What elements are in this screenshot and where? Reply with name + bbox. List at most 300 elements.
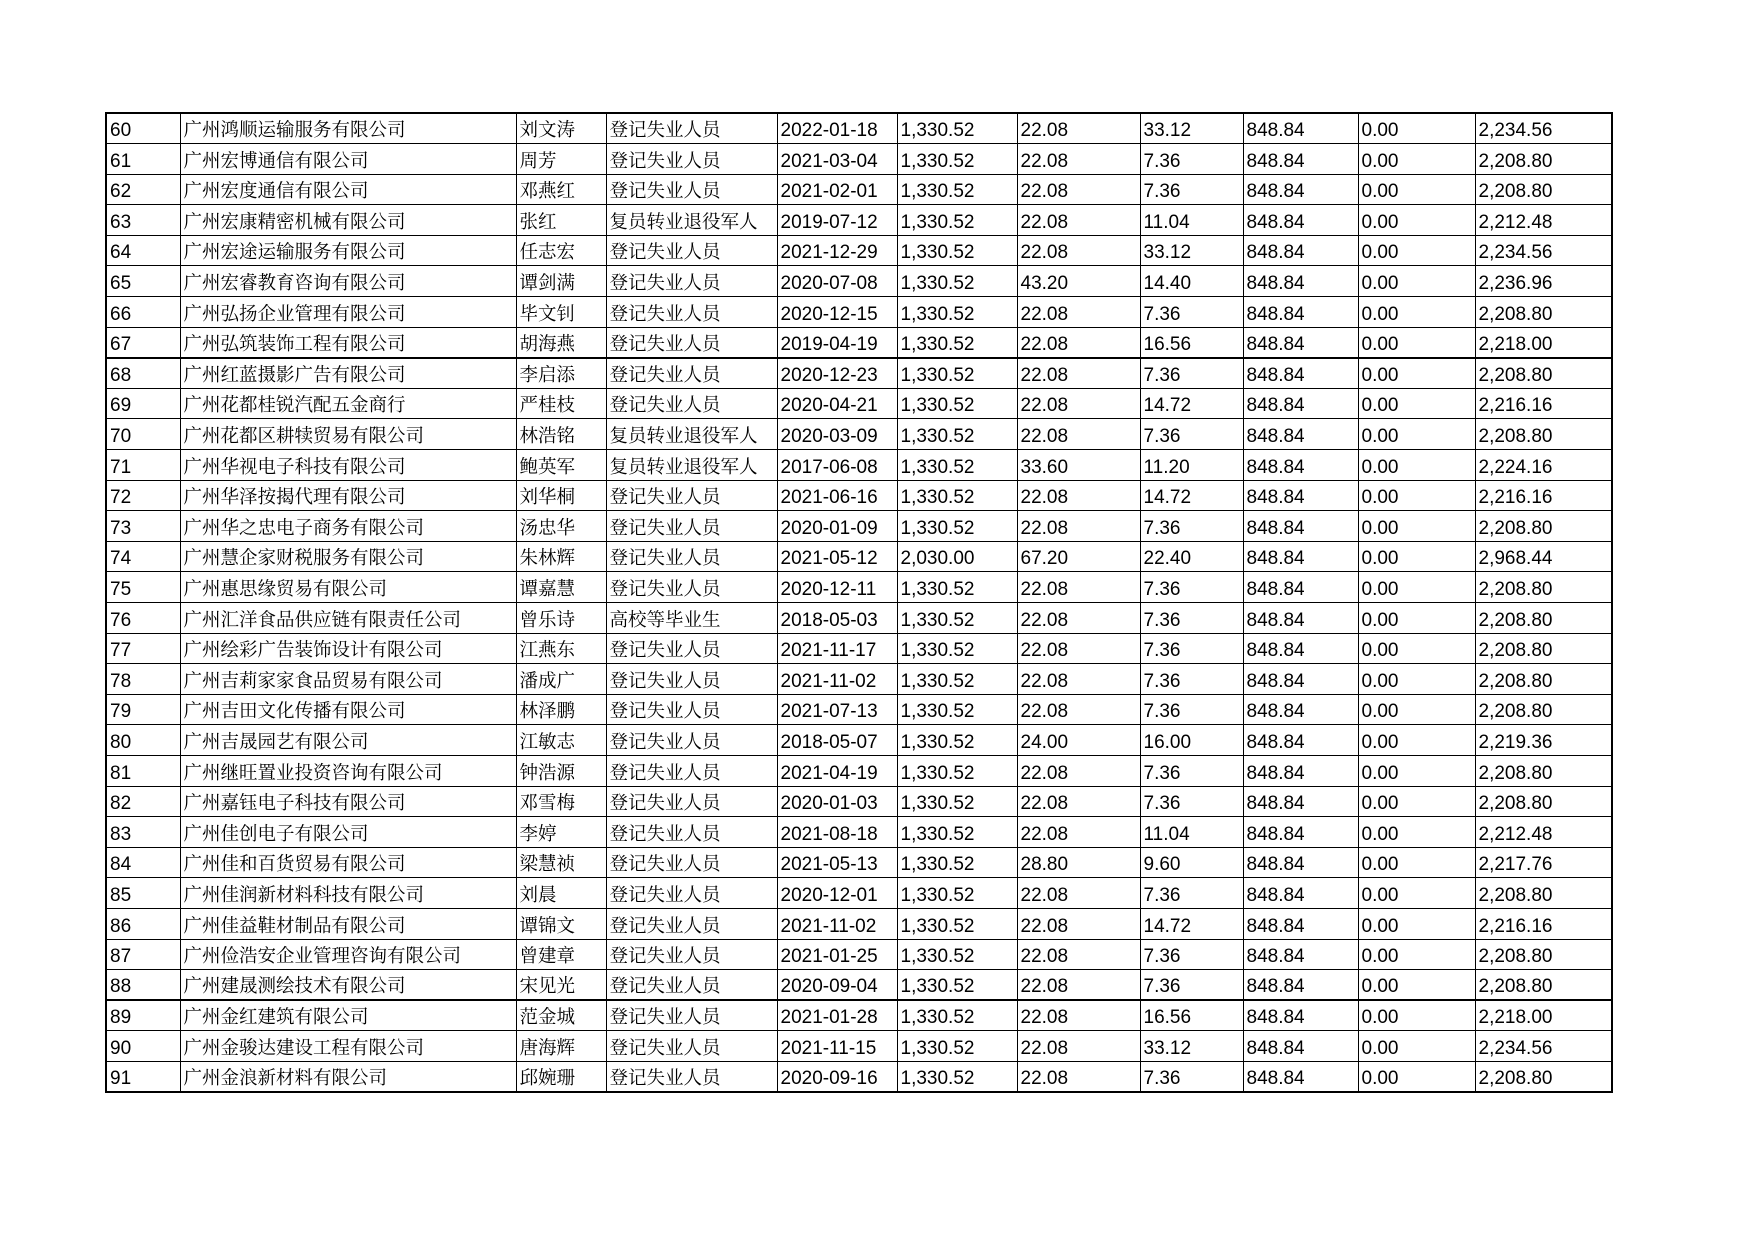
- amount-c-cell: 14.40: [1140, 266, 1243, 297]
- person-name-cell: 唐海辉: [516, 1031, 606, 1062]
- amount-d-cell: 848.84: [1243, 694, 1358, 725]
- amount-d-cell: 848.84: [1243, 664, 1358, 695]
- row-number-cell: 73: [106, 511, 180, 542]
- person-name-cell: 江敏志: [516, 725, 606, 756]
- row-number-cell: 86: [106, 908, 180, 939]
- row-total-cell: 2,208.80: [1475, 633, 1612, 664]
- row-number-cell: 80: [106, 725, 180, 756]
- person-category-cell: 登记失业人员: [606, 1000, 777, 1031]
- table-row: [106, 144, 1612, 175]
- row-number-cell: 67: [106, 327, 180, 358]
- amount-e-cell: 0.00: [1358, 144, 1475, 175]
- table-row: [106, 235, 1612, 266]
- amount-c-cell: 11.20: [1140, 450, 1243, 481]
- amount-a-cell: 1,330.52: [897, 450, 1017, 481]
- row-number-cell: 62: [106, 174, 180, 205]
- start-date-cell: 2021-05-13: [777, 847, 897, 878]
- person-name-cell: 林浩铭: [516, 419, 606, 450]
- row-number-cell: 76: [106, 603, 180, 634]
- company-name-cell: 广州红蓝摄影广告有限公司: [180, 358, 516, 389]
- amount-d-cell: 848.84: [1243, 511, 1358, 542]
- person-name-cell: 谭嘉慧: [516, 572, 606, 603]
- person-category-cell: 登记失业人员: [606, 113, 777, 144]
- start-date-cell: 2019-07-12: [777, 205, 897, 236]
- person-name-cell: 邓燕红: [516, 174, 606, 205]
- company-name-cell: 广州吉晟园艺有限公司: [180, 725, 516, 756]
- row-total-cell: 2,208.80: [1475, 970, 1612, 1001]
- row-number-cell: 60: [106, 113, 180, 144]
- person-category-cell: 登记失业人员: [606, 786, 777, 817]
- amount-e-cell: 0.00: [1358, 878, 1475, 909]
- amount-b-cell: 22.08: [1017, 235, 1140, 266]
- amount-e-cell: 0.00: [1358, 817, 1475, 848]
- row-total-cell: 2,224.16: [1475, 450, 1612, 481]
- amount-c-cell: 7.36: [1140, 939, 1243, 970]
- amount-b-cell: 22.08: [1017, 511, 1140, 542]
- amount-e-cell: 0.00: [1358, 174, 1475, 205]
- amount-d-cell: 848.84: [1243, 297, 1358, 328]
- row-number-cell: 70: [106, 419, 180, 450]
- amount-b-cell: 24.00: [1017, 725, 1140, 756]
- company-name-cell: 广州弘扬企业管理有限公司: [180, 297, 516, 328]
- amount-b-cell: 22.08: [1017, 817, 1140, 848]
- person-category-cell: 登记失业人员: [606, 847, 777, 878]
- row-total-cell: 2,208.80: [1475, 878, 1612, 909]
- table-row: [106, 174, 1612, 205]
- amount-c-cell: 22.40: [1140, 541, 1243, 572]
- person-category-cell: 登记失业人员: [606, 1061, 777, 1092]
- amount-e-cell: 0.00: [1358, 388, 1475, 419]
- row-total-cell: 2,208.80: [1475, 174, 1612, 205]
- start-date-cell: 2021-03-04: [777, 144, 897, 175]
- amount-a-cell: 1,330.52: [897, 174, 1017, 205]
- table-row: [106, 908, 1612, 939]
- start-date-cell: 2021-01-28: [777, 1000, 897, 1031]
- start-date-cell: 2020-03-09: [777, 419, 897, 450]
- person-name-cell: 谭锦文: [516, 908, 606, 939]
- person-name-cell: 邓雪梅: [516, 786, 606, 817]
- person-name-cell: 任志宏: [516, 235, 606, 266]
- start-date-cell: 2021-04-19: [777, 755, 897, 786]
- amount-e-cell: 0.00: [1358, 694, 1475, 725]
- amount-a-cell: 1,330.52: [897, 266, 1017, 297]
- amount-a-cell: 1,330.52: [897, 755, 1017, 786]
- amount-c-cell: 14.72: [1140, 908, 1243, 939]
- row-total-cell: 2,234.56: [1475, 1031, 1612, 1062]
- row-total-cell: 2,216.16: [1475, 908, 1612, 939]
- company-name-cell: 广州佳润新材料科技有限公司: [180, 878, 516, 909]
- amount-a-cell: 1,330.52: [897, 358, 1017, 389]
- row-number-cell: 61: [106, 144, 180, 175]
- amount-b-cell: 22.08: [1017, 327, 1140, 358]
- table-row: [106, 725, 1612, 756]
- row-number-cell: 69: [106, 388, 180, 419]
- row-number-cell: 65: [106, 266, 180, 297]
- company-name-cell: 广州花都桂锐汽配五金商行: [180, 388, 516, 419]
- amount-b-cell: 22.08: [1017, 388, 1140, 419]
- table-row: [106, 664, 1612, 695]
- start-date-cell: 2020-12-23: [777, 358, 897, 389]
- amount-d-cell: 848.84: [1243, 970, 1358, 1001]
- row-number-cell: 77: [106, 633, 180, 664]
- table-row: [106, 297, 1612, 328]
- company-name-cell: 广州金浪新材料有限公司: [180, 1061, 516, 1092]
- amount-e-cell: 0.00: [1358, 297, 1475, 328]
- person-name-cell: 范金城: [516, 1000, 606, 1031]
- amount-d-cell: 848.84: [1243, 541, 1358, 572]
- amount-d-cell: 848.84: [1243, 388, 1358, 419]
- amount-b-cell: 22.08: [1017, 205, 1140, 236]
- row-total-cell: 2,208.80: [1475, 511, 1612, 542]
- amount-e-cell: 0.00: [1358, 541, 1475, 572]
- table-row: [106, 847, 1612, 878]
- amount-b-cell: 22.08: [1017, 664, 1140, 695]
- amount-a-cell: 1,330.52: [897, 939, 1017, 970]
- amount-c-cell: 7.36: [1140, 174, 1243, 205]
- amount-a-cell: 1,330.52: [897, 572, 1017, 603]
- row-total-cell: 2,236.96: [1475, 266, 1612, 297]
- row-number-cell: 74: [106, 541, 180, 572]
- amount-b-cell: 43.20: [1017, 266, 1140, 297]
- amount-c-cell: 16.00: [1140, 725, 1243, 756]
- person-name-cell: 毕文钊: [516, 297, 606, 328]
- amount-a-cell: 1,330.52: [897, 327, 1017, 358]
- person-category-cell: 登记失业人员: [606, 572, 777, 603]
- amount-e-cell: 0.00: [1358, 572, 1475, 603]
- amount-e-cell: 0.00: [1358, 1000, 1475, 1031]
- row-total-cell: 2,208.80: [1478, 1068, 1553, 1089]
- company-name-cell: 广州惠思缘贸易有限公司: [180, 572, 516, 603]
- person-name-cell: 李婷: [516, 817, 606, 848]
- start-date-cell: 2021-06-16: [777, 480, 897, 511]
- start-date-cell: 2022-01-18: [777, 113, 897, 144]
- row-number-cell: 64: [106, 235, 180, 266]
- company-name-cell: 广州花都区耕犊贸易有限公司: [180, 419, 516, 450]
- start-date-cell: 2020-12-01: [777, 878, 897, 909]
- start-date-cell: 2020-12-11: [777, 572, 897, 603]
- amount-e-cell: 0.00: [1358, 266, 1475, 297]
- amount-d-cell: 848.84: [1243, 633, 1358, 664]
- amount-e-cell: 0.00: [1358, 603, 1475, 634]
- person-name-cell: 刘文涛: [516, 113, 606, 144]
- table-row: [106, 541, 1612, 572]
- amount-a-cell: 1,330.52: [897, 1031, 1017, 1062]
- amount-a-cell: 1,330.52: [897, 480, 1017, 511]
- amount-c-cell: 7.36: [1140, 297, 1243, 328]
- amount-e-cell: 0.00: [1358, 480, 1475, 511]
- amount-a-cell: 1,330.52: [897, 388, 1017, 419]
- amount-a-cell: 1,330.52: [897, 664, 1017, 695]
- start-date-cell: 2021-11-15: [777, 1031, 897, 1062]
- amount-d-cell: 848.84: [1243, 847, 1358, 878]
- amount-a-cell: 1,330.52: [897, 694, 1017, 725]
- company-name-cell: 广州华视电子科技有限公司: [180, 450, 516, 481]
- amount-b-cell: 22.08: [1017, 113, 1140, 144]
- company-name-cell: 广州宏度通信有限公司: [180, 174, 516, 205]
- amount-a-cell: 1,330.52: [897, 144, 1017, 175]
- row-total-cell: 2,208.80: [1475, 358, 1612, 389]
- start-date-cell: 2020-04-21: [777, 388, 897, 419]
- start-date-cell: 2020-01-09: [777, 511, 897, 542]
- table-row: [106, 1031, 1612, 1062]
- amount-e-cell: 0.00: [1358, 419, 1475, 450]
- amount-c-cell: 7.36: [1140, 786, 1243, 817]
- person-category-cell: 登记失业人员: [606, 266, 777, 297]
- amount-b-cell: 22.08: [1017, 480, 1140, 511]
- person-name-cell: 刘晨: [516, 878, 606, 909]
- amount-c-cell: 14.72: [1140, 480, 1243, 511]
- amount-a-cell: 1,330.52: [897, 725, 1017, 756]
- amount-b-cell: 22.08: [1017, 603, 1140, 634]
- amount-e-cell: 0.00: [1358, 939, 1475, 970]
- person-name-cell: 李启添: [516, 358, 606, 389]
- person-category-cell: 登记失业人员: [606, 1031, 777, 1062]
- row-number-cell: 63: [106, 205, 180, 236]
- person-category-cell: 登记失业人员: [606, 694, 777, 725]
- table-row: [106, 633, 1612, 664]
- person-name-cell: 曾建章: [516, 939, 606, 970]
- company-name-cell: 广州金红建筑有限公司: [180, 1000, 516, 1031]
- row-total-cell: 2,968.44: [1475, 541, 1612, 572]
- company-name-cell: 广州建晟测绘技术有限公司: [180, 970, 516, 1001]
- amount-d-cell: 848.84: [1243, 1061, 1358, 1092]
- row-total-cell: 2,216.16: [1475, 388, 1612, 419]
- amount-e-cell: 0.00: [1358, 205, 1475, 236]
- row-total-cell: 2,208.80: [1475, 419, 1612, 450]
- table-row: [106, 878, 1612, 909]
- amount-c-cell: 16.56: [1140, 327, 1243, 358]
- row-total-cell: 2,212.48: [1475, 817, 1612, 848]
- row-total-cell: 2,208.80: [1475, 572, 1612, 603]
- company-name-cell: 广州吉田文化传播有限公司: [180, 694, 516, 725]
- amount-a-cell: 1,330.52: [897, 205, 1017, 236]
- table-row: [106, 205, 1612, 236]
- amount-e-cell: 0.00: [1358, 664, 1475, 695]
- amount-c-cell: 7.36: [1140, 633, 1243, 664]
- row-total-cell: 2,234.56: [1475, 113, 1612, 144]
- amount-d-cell: 848.84: [1243, 450, 1358, 481]
- start-date-cell: 2020-07-08: [777, 266, 897, 297]
- amount-e-cell: 0.00: [1358, 1031, 1475, 1062]
- amount-d-cell: 848.84: [1243, 939, 1358, 970]
- row-total-cell: 2,208.80: [1475, 603, 1612, 634]
- amount-d-cell: 848.84: [1243, 725, 1358, 756]
- table-row: [106, 1000, 1612, 1031]
- start-date-cell: 2021-11-02: [777, 664, 897, 695]
- row-total-cell: 2,208.80: [1475, 144, 1612, 175]
- amount-e-cell: 0.00: [1358, 113, 1475, 144]
- person-category-cell: 登记失业人员: [606, 878, 777, 909]
- row-number-cell: 75: [106, 572, 180, 603]
- amount-b-cell: 22.08: [1017, 939, 1140, 970]
- amount-b-cell: 22.08: [1017, 1031, 1140, 1062]
- person-name-cell: 严桂枝: [516, 388, 606, 419]
- row-total-cell: 2,208.80: [1475, 694, 1612, 725]
- row-number-cell: 81: [106, 755, 180, 786]
- amount-c-cell: 7.36: [1140, 603, 1243, 634]
- amount-b-cell: 28.80: [1017, 847, 1140, 878]
- row-number-cell: 72: [106, 480, 180, 511]
- amount-a-cell: 1,330.52: [897, 603, 1017, 634]
- row-total-cell: 2,217.76: [1475, 847, 1612, 878]
- row-total-cell: 2,208.80: [1475, 939, 1612, 970]
- table-row: [106, 113, 1612, 144]
- amount-b-cell: 22.08: [1017, 878, 1140, 909]
- start-date-cell: 2021-02-01: [777, 174, 897, 205]
- start-date-cell: 2020-09-16: [777, 1061, 897, 1092]
- amount-b-cell: 22.08: [1017, 1061, 1140, 1092]
- amount-c-cell: 11.04: [1140, 817, 1243, 848]
- amount-c-cell: 33.12: [1140, 235, 1243, 266]
- amount-b-cell: 22.08: [1017, 144, 1140, 175]
- amount-c-cell: 7.36: [1140, 511, 1243, 542]
- company-name-cell: 广州佳益鞋材制品有限公司: [180, 908, 516, 939]
- amount-d-cell: 848.84: [1243, 572, 1358, 603]
- person-category-cell: 复员转业退役军人: [606, 205, 777, 236]
- amount-a-cell: 1,330.52: [897, 817, 1017, 848]
- table-body: [106, 113, 1612, 1092]
- amount-d-cell: 848.84: [1243, 205, 1358, 236]
- start-date-cell: 2018-05-07: [777, 725, 897, 756]
- table-row: [106, 511, 1612, 542]
- person-category-cell: 登记失业人员: [606, 174, 777, 205]
- table-row: [106, 694, 1612, 725]
- table-row: [106, 419, 1612, 450]
- person-category-cell: 复员转业退役军人: [606, 419, 777, 450]
- amount-d-cell: 848.84: [1243, 603, 1358, 634]
- person-name-cell: 胡海燕: [516, 327, 606, 358]
- amount-a-cell: 1,330.52: [897, 1000, 1017, 1031]
- amount-e-cell: 0.00: [1358, 1061, 1475, 1092]
- start-date-cell: 2020-12-15: [777, 297, 897, 328]
- amount-d-cell: 848.84: [1243, 1031, 1358, 1062]
- start-date-cell: 2021-08-18: [777, 817, 897, 848]
- amount-e-cell: 0.00: [1358, 970, 1475, 1001]
- amount-b-cell: 22.08: [1017, 786, 1140, 817]
- amount-a-cell: 1,330.52: [897, 419, 1017, 450]
- person-category-cell: 登记失业人员: [606, 633, 777, 664]
- table-row: [106, 358, 1612, 389]
- person-name-cell: 钟浩源: [516, 755, 606, 786]
- row-number-cell: 79: [106, 694, 180, 725]
- person-category-cell: 复员转业退役军人: [606, 450, 777, 481]
- amount-b-cell: 22.08: [1017, 694, 1140, 725]
- person-category-cell: 登记失业人员: [606, 327, 777, 358]
- amount-c-cell: 7.36: [1140, 755, 1243, 786]
- person-name-cell: 林泽鹏: [516, 694, 606, 725]
- amount-e-cell: 0.00: [1358, 755, 1475, 786]
- row-total-cell: 2,208.80: [1475, 755, 1612, 786]
- person-category-cell: 登记失业人员: [606, 664, 777, 695]
- amount-a-cell: 1,330.52: [897, 786, 1017, 817]
- person-name-cell: 谭剑满: [516, 266, 606, 297]
- company-name-cell: 广州华之忠电子商务有限公司: [180, 511, 516, 542]
- amount-b-cell: 67.20: [1017, 541, 1140, 572]
- row-number-cell: 68: [106, 358, 180, 389]
- company-name-cell: 广州吉莉家家食品贸易有限公司: [180, 664, 516, 695]
- data-table: [105, 112, 1613, 1093]
- amount-a-cell: 1,330.52: [897, 235, 1017, 266]
- amount-c-cell: 7.36: [1140, 144, 1243, 175]
- person-category-cell: 登记失业人员: [606, 388, 777, 419]
- start-date-cell: 2021-01-25: [777, 939, 897, 970]
- row-number-cell: 91: [106, 1061, 180, 1092]
- start-date-cell: 2020-01-03: [777, 786, 897, 817]
- amount-c-cell: 7.36: [1140, 970, 1243, 1001]
- row-total-cell: 2,208.80: [1475, 297, 1612, 328]
- company-name-cell: 广州宏途运输服务有限公司: [180, 235, 516, 266]
- amount-c-cell: 9.60: [1140, 847, 1243, 878]
- table-row: [106, 817, 1612, 848]
- company-name-cell: 广州继旺置业投资咨询有限公司: [180, 755, 516, 786]
- company-name-cell: 广州宏康精密机械有限公司: [180, 205, 516, 236]
- start-date-cell: 2021-11-02: [777, 908, 897, 939]
- amount-e-cell: 0.00: [1358, 908, 1475, 939]
- amount-d-cell: 848.84: [1243, 755, 1358, 786]
- company-name-cell: 广州佳和百货贸易有限公司: [180, 847, 516, 878]
- amount-e-cell: 0.00: [1358, 725, 1475, 756]
- person-category-cell: 登记失业人员: [606, 358, 777, 389]
- row-number-cell: 78: [106, 664, 180, 695]
- amount-d-cell: 848.84: [1243, 358, 1358, 389]
- amount-e-cell: 0.00: [1358, 235, 1475, 266]
- row-number-cell: 88: [106, 970, 180, 1001]
- person-category-cell: 登记失业人员: [606, 480, 777, 511]
- amount-e-cell: 0.00: [1358, 847, 1475, 878]
- person-name-cell: 鲍英军: [516, 450, 606, 481]
- amount-c-cell: 7.36: [1140, 664, 1243, 695]
- amount-c-cell: 14.72: [1140, 388, 1243, 419]
- start-date-cell: 2021-11-17: [777, 633, 897, 664]
- row-number-cell: 71: [106, 450, 180, 481]
- amount-b-cell: 22.08: [1017, 358, 1140, 389]
- row-number-cell: 83: [106, 817, 180, 848]
- amount-e-cell: 0.00: [1358, 450, 1475, 481]
- table-row: [106, 1061, 1612, 1092]
- start-date-cell: 2021-05-12: [777, 541, 897, 572]
- amount-d-cell: 848.84: [1243, 786, 1358, 817]
- amount-e-cell: 0.00: [1358, 327, 1475, 358]
- row-number-cell: 85: [106, 878, 180, 909]
- table-row: [106, 450, 1612, 481]
- amount-a-cell: 1,330.52: [897, 970, 1017, 1001]
- row-total-cell: 2,219.36: [1475, 725, 1612, 756]
- company-name-cell: 广州华泽按揭代理有限公司: [180, 480, 516, 511]
- amount-c-cell: 7.36: [1140, 694, 1243, 725]
- person-name-cell: 张红: [516, 205, 606, 236]
- amount-d-cell: 848.84: [1243, 878, 1358, 909]
- amount-a-cell: 1,330.52: [897, 297, 1017, 328]
- row-number-cell: 82: [106, 786, 180, 817]
- person-name-cell: 刘华桐: [516, 480, 606, 511]
- amount-c-cell: 7.36: [1140, 358, 1243, 389]
- amount-d-cell: 848.84: [1243, 480, 1358, 511]
- amount-b-cell: 22.08: [1017, 297, 1140, 328]
- person-name-cell: 曾乐诗: [516, 603, 606, 634]
- amount-b-cell: 22.08: [1017, 970, 1140, 1001]
- person-category-cell: 登记失业人员: [606, 908, 777, 939]
- row-total-cell: 2,208.80: [1475, 664, 1612, 695]
- person-category-cell: 登记失业人员: [606, 297, 777, 328]
- company-name-cell: 广州金骏达建设工程有限公司: [180, 1031, 516, 1062]
- amount-e-cell: 0.00: [1358, 633, 1475, 664]
- amount-b-cell: 22.08: [1017, 419, 1140, 450]
- company-name-cell: 广州汇洋食品供应链有限责任公司: [180, 603, 516, 634]
- amount-c-cell: 7.36: [1140, 1061, 1243, 1092]
- person-name-cell: 朱林辉: [516, 541, 606, 572]
- amount-c-cell: 33.12: [1140, 1031, 1243, 1062]
- row-number-cell: 87: [106, 939, 180, 970]
